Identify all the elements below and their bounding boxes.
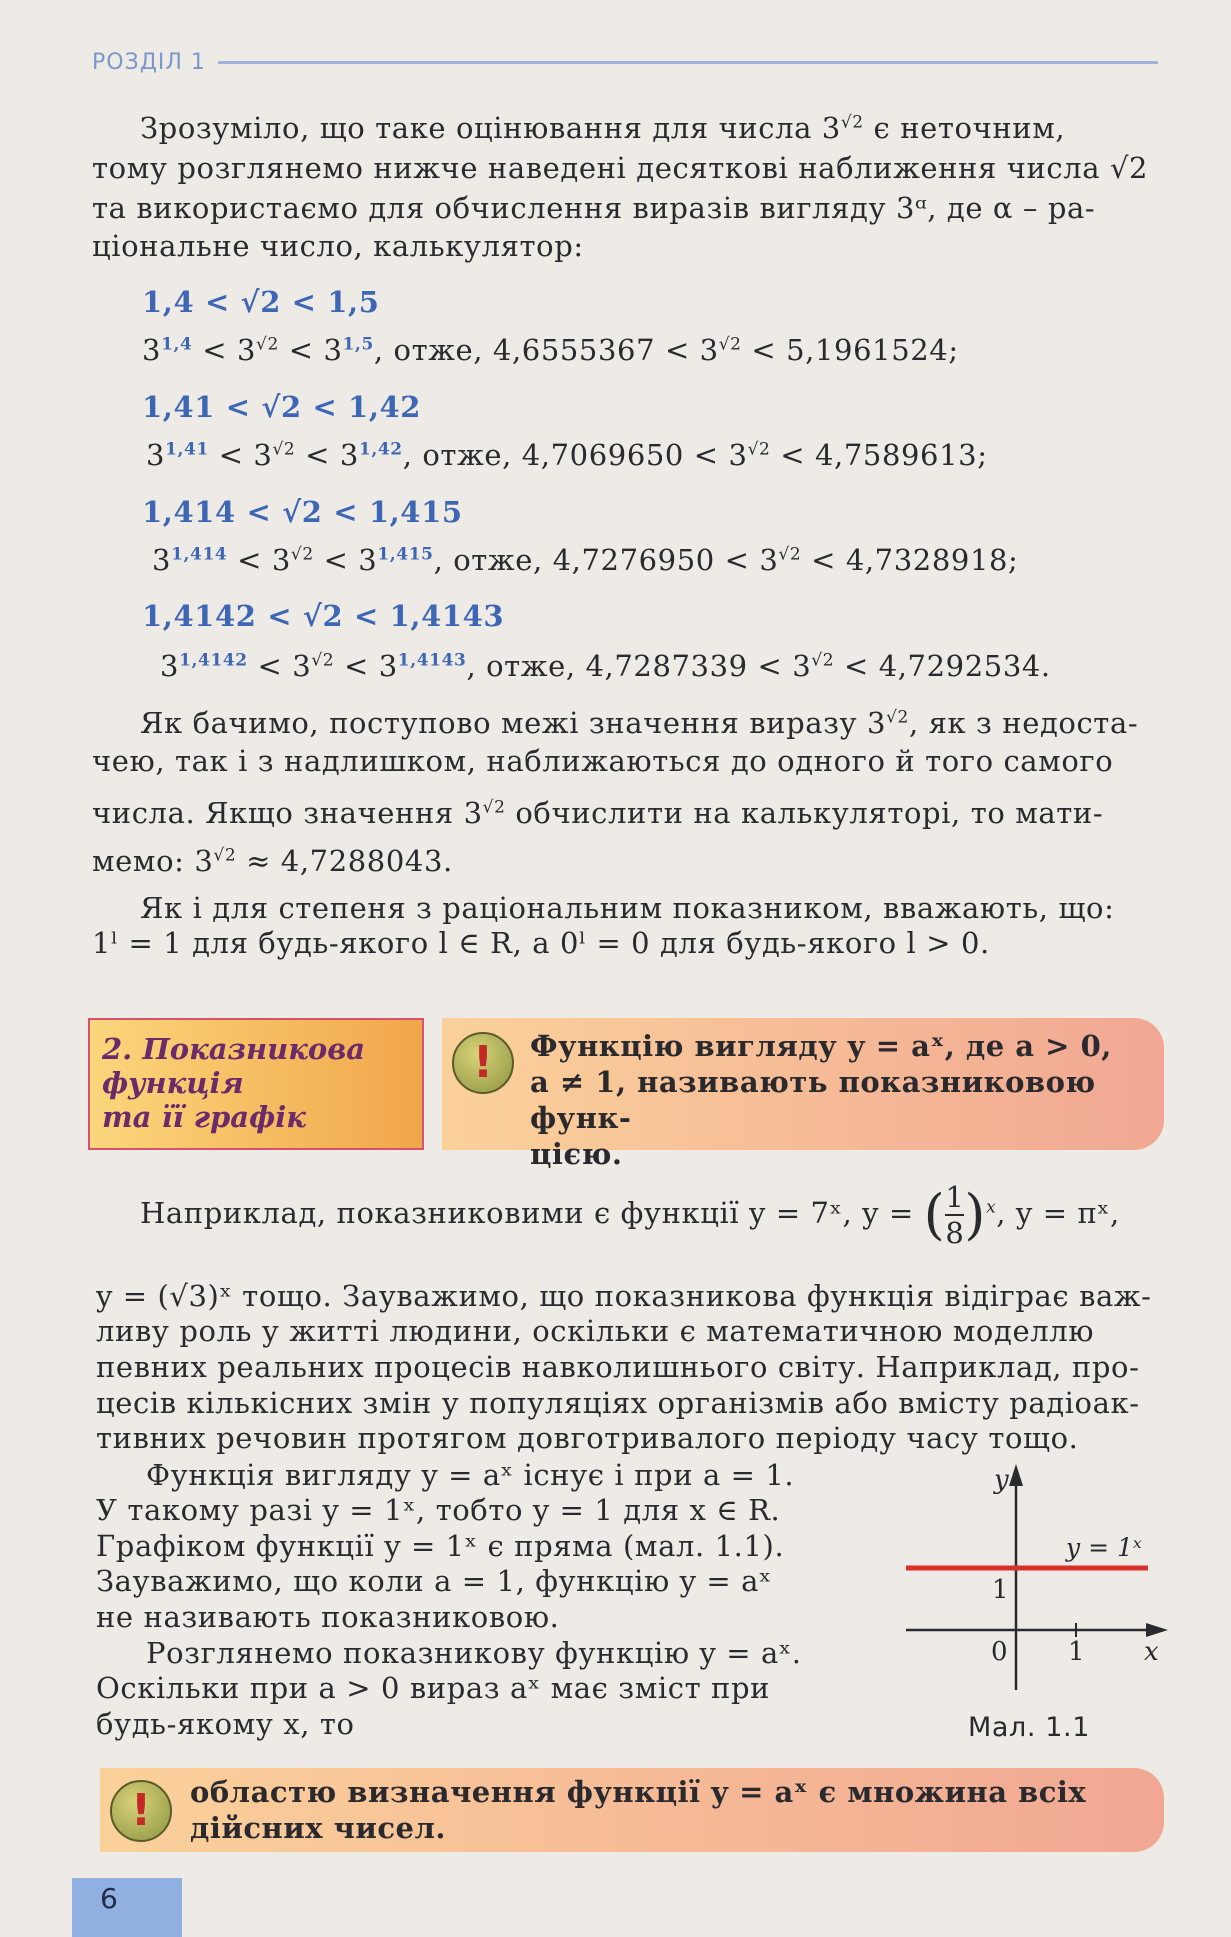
- p5-line2: У такому разі y = 1ˣ, тобто y = 1 для x ∈ R.: [96, 1493, 781, 1527]
- p4-line2: y = (√3)ˣ тощо. Зауважимо, що показникова функція відіграє важ-: [96, 1279, 1152, 1313]
- y-axis-arrow: [1009, 1464, 1023, 1486]
- text: отже, 4,7276950 < 3: [453, 543, 779, 577]
- note-line: дійсних чисел.: [190, 1811, 447, 1845]
- fraction: [945, 1180, 964, 1250]
- p4-line5: цесів кількісних змін у популяціях організмів або вмісту радіоак-: [96, 1386, 1140, 1420]
- sup: 1,42: [358, 439, 403, 460]
- sup: 1,4143: [397, 650, 467, 671]
- x-axis-label: x: [1144, 1637, 1159, 1667]
- sup: √2: [256, 334, 279, 355]
- approx-result-4: $3^{1,4142} < 3^{√2} < 3^{1,4143}$, отже, $4,7287339 < 3^{√2} < 4,7292534$.: [160, 649, 1051, 683]
- section-heading-box: [88, 1018, 424, 1150]
- sup: √2: [840, 112, 864, 133]
- p5-line4: Зауважимо, що коли a = 1, функцію y = aˣ: [96, 1564, 772, 1598]
- definition-line: a ≠ 1, називають показниковою функ-: [530, 1065, 1096, 1135]
- origin-label: 0: [991, 1637, 1008, 1667]
- text: < 5,1961524;: [741, 333, 959, 367]
- text: мемо: 3: [92, 844, 214, 878]
- sup: √2: [718, 334, 742, 355]
- exclamation-glyph: !: [472, 1037, 494, 1088]
- approx-bounds-3: 1,414 < √2 < 1,415: [142, 495, 463, 529]
- sup: 1,5: [342, 334, 374, 355]
- p1-line3: та використаємо для обчислення виразів вигляду 3ᵅ, де α – ра-: [92, 191, 1096, 225]
- note-line: областю визначення функції y = aˣ є множина всіх: [190, 1775, 1087, 1809]
- exclamation-glyph: !: [130, 1785, 152, 1836]
- sup: √2: [290, 544, 314, 565]
- section-header: РОЗДІЛ 1: [92, 50, 206, 75]
- text: Зрозуміло, що таке оцінювання для числа 3: [140, 111, 841, 145]
- y-axis-label: y: [994, 1465, 1009, 1495]
- sup: √2: [811, 650, 835, 671]
- right-paren: ): [964, 1183, 987, 1246]
- note-text: [190, 1774, 1086, 1846]
- text: є неточним,: [863, 111, 1066, 145]
- section-title-line: та її графік: [102, 1100, 306, 1134]
- exclamation-icon: [110, 1780, 172, 1842]
- p5-line8: будь-якому x, то: [96, 1707, 355, 1741]
- approx-result-2: $3^{1,41} < 3^{√2} < 3^{1,42}$, отже, $4,7069650 < 3^{√2} < 4,7589613$;: [146, 438, 988, 472]
- text: Наприклад, показниковими є функції y = 7ˣ, y =: [140, 1196, 914, 1230]
- sup: √2: [213, 845, 237, 866]
- section-title: [102, 1032, 365, 1134]
- text: отже, 4,6555367 < 3: [393, 333, 719, 367]
- sup: 1,4142: [179, 650, 248, 671]
- x-axis-arrow: [1146, 1623, 1168, 1637]
- exclamation-icon: [452, 1032, 514, 1094]
- p5-line5: не називають показниковою.: [96, 1600, 560, 1634]
- p2-line4: [92, 843, 453, 879]
- approx-bounds-4: 1,4142 < √2 < 1,4143: [142, 599, 505, 633]
- p4-line1: [140, 1180, 1120, 1250]
- definition-box: [442, 1018, 1164, 1171]
- section-title-line: 2. Показникова: [102, 1032, 366, 1066]
- text: числа. Якщо значення 3: [92, 796, 483, 830]
- figure-caption: Мал. 1.1: [968, 1712, 1091, 1743]
- figure-graph: [896, 1460, 1176, 1690]
- fraction-denominator: 8: [945, 1216, 965, 1250]
- text: , y = πˣ,: [996, 1196, 1120, 1230]
- y-tick-label: 1: [992, 1575, 1009, 1605]
- approx-result-1: $3^{1,4} < 3^{√2} < 3^{1,5}$, отже, $4,6555367 < 3^{√2} < 5,1961524$;: [142, 333, 959, 367]
- p1-line2: тому розглянемо нижче наведені десяткові наближення числа √2: [92, 151, 1149, 185]
- text: ≈ 4,7288043.: [236, 844, 453, 878]
- line-label: y = 1ˣ: [1066, 1533, 1142, 1562]
- section-title-line: функція: [102, 1066, 244, 1100]
- definition-text: [530, 1028, 1164, 1172]
- p2-line1: [140, 705, 1138, 741]
- p4-line4: певних реальних процесів навколишнього світу. Наприклад, про-: [96, 1350, 1140, 1384]
- note-box: [100, 1768, 1164, 1852]
- page-number-box: [72, 1878, 182, 1937]
- sup: 1,415: [377, 544, 434, 565]
- p1-line4: ціональне число, калькулятор:: [92, 229, 584, 263]
- definition-line: Функцію вигляду y = aˣ, де a > 0,: [530, 1029, 1112, 1063]
- approx-bounds-1: 1,4 < √2 < 1,5: [142, 285, 380, 319]
- p2-line2: чею, так і з надлишком, наближаються до одного й того самого: [92, 744, 1114, 778]
- left-paren: (: [923, 1183, 946, 1246]
- p4-line3: ливу роль у житті людини, оскільки є математичною моделлю: [96, 1314, 1095, 1348]
- sup: √2: [778, 544, 802, 565]
- text: < 4,7589613;: [770, 438, 988, 472]
- p1-line1: [140, 110, 1065, 146]
- text: обчислити на калькуляторі, то мати-: [505, 796, 1104, 830]
- p2-line3: [92, 795, 1103, 831]
- text: Як бачимо, поступово межі значення виразу 3: [140, 706, 887, 740]
- sup: 1,4: [161, 334, 193, 355]
- sup: √2: [482, 797, 506, 818]
- approx-bounds-2: 1,41 < √2 < 1,42: [142, 390, 422, 424]
- sup: √2: [272, 439, 296, 460]
- p5-line6: Розглянемо показникову функцію y = aˣ.: [146, 1636, 802, 1670]
- p3-line1: Як і для степеня з раціональним показником, вважають, що:: [140, 891, 1115, 925]
- sup: √2: [886, 707, 909, 728]
- sup: √2: [311, 650, 335, 671]
- text: отже, 4,7287339 < 3: [486, 649, 812, 683]
- x-tick-label: 1: [1068, 1637, 1085, 1667]
- text: < 4,7328918;: [801, 543, 1019, 577]
- p5-line7: Оскільки при a > 0 вираз aˣ має зміст при: [96, 1671, 771, 1705]
- text: отже, 4,7069650 < 3: [422, 438, 748, 472]
- definition-line: цією.: [530, 1137, 623, 1171]
- exponent-x: x: [986, 1197, 997, 1218]
- sup: √2: [747, 439, 771, 460]
- text: < 4,7292534.: [834, 649, 1051, 683]
- sup: 1,414: [171, 544, 228, 565]
- text: , як з недоста-: [908, 706, 1139, 740]
- p5-line3: Графіком функції y = 1ˣ є пряма (мал. 1.1).: [96, 1529, 785, 1563]
- p3-line2: 1ˡ = 1 для будь-якого l ∈ R, а 0ˡ = 0 для будь-якого l > 0.: [92, 926, 990, 960]
- p5-line1: Функція вигляду y = aˣ існує і при a = 1.: [146, 1458, 795, 1492]
- header-rule: [218, 61, 1158, 64]
- p4-line6: тивних речовин протягом довготривалого періоду часу тощо.: [96, 1421, 1079, 1455]
- fraction-numerator: 1: [945, 1180, 965, 1214]
- approx-result-3: $3^{1,414} < 3^{√2} < 3^{1,415}$, отже, $4,7276950 < 3^{√2} < 4,7328918$;: [152, 543, 1019, 577]
- page-number: 6: [100, 1882, 118, 1915]
- sup: 1,41: [165, 439, 209, 460]
